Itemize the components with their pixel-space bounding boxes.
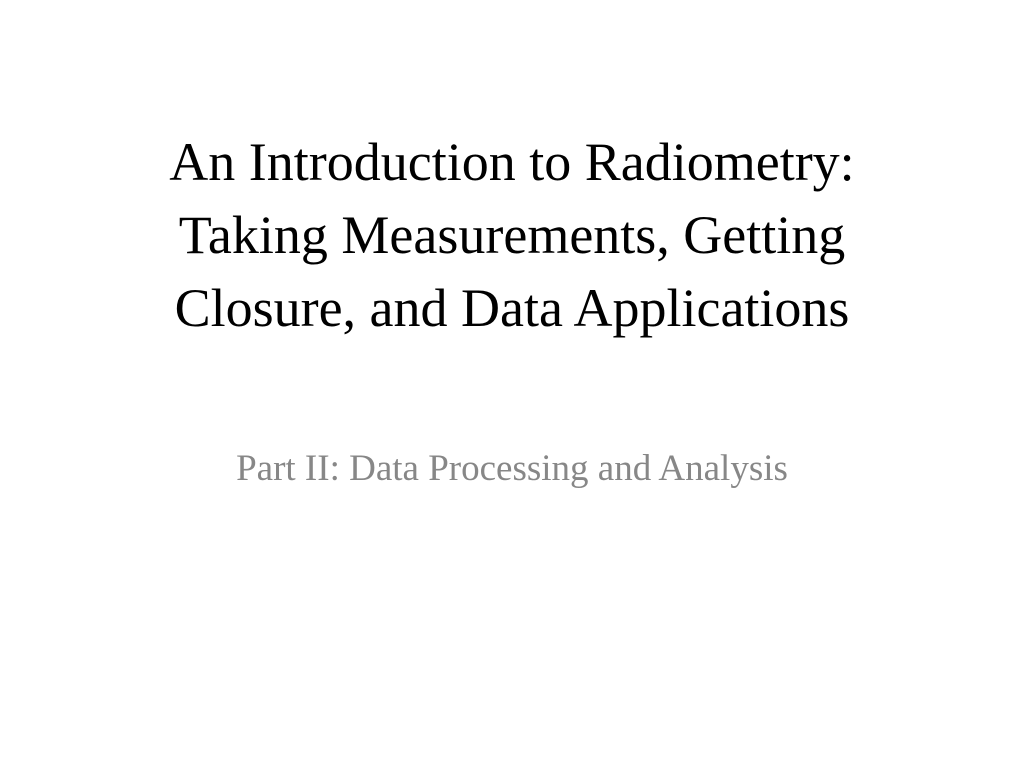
- slide-title: [60, 126, 964, 345]
- title-line-1: An Introduction to Radiometry:: [169, 132, 855, 192]
- slide-subtitle: Part II: Data Processing and Analysis: [236, 448, 788, 489]
- title-line-3: Closure, and Data Applications: [174, 278, 850, 338]
- title-line-2: Taking Measurements, Getting: [178, 205, 846, 265]
